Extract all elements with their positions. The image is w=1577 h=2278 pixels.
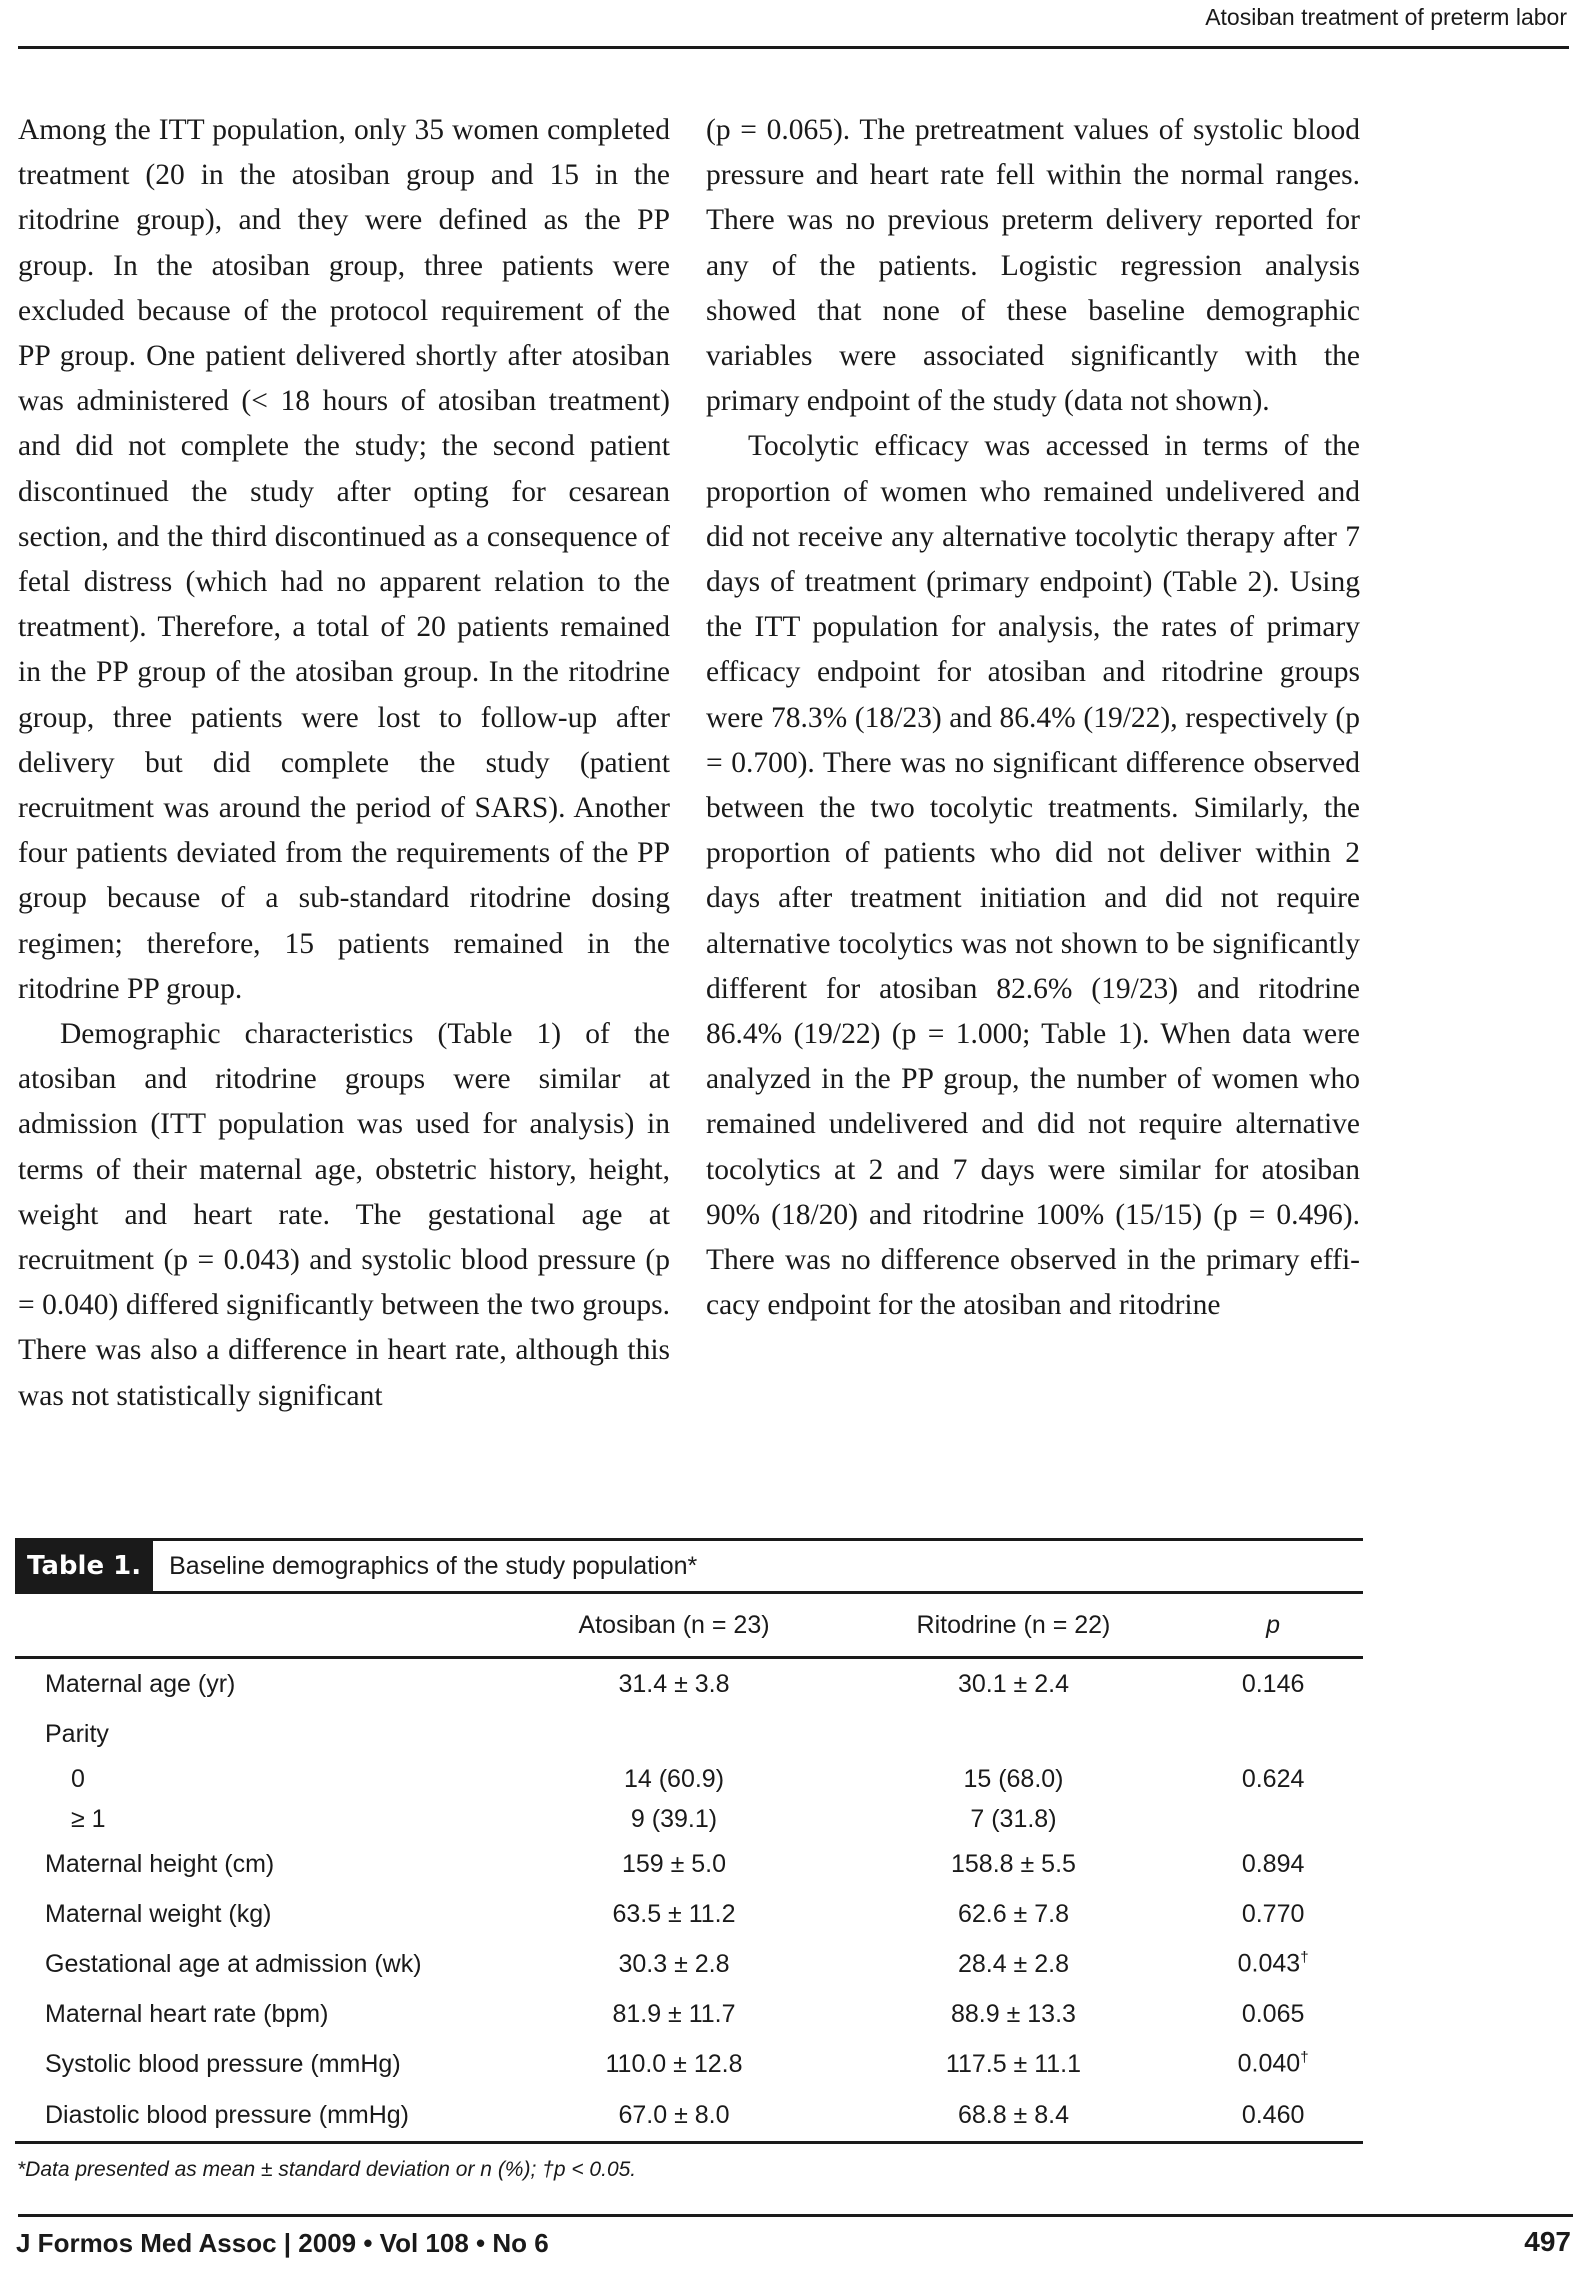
table-row bbox=[15, 1799, 1363, 1839]
atosiban-value: 30.3 ± 2.8 bbox=[618, 1949, 730, 1978]
table-header-row bbox=[15, 1594, 1363, 1658]
table-row bbox=[15, 1839, 1363, 1889]
header-rule bbox=[18, 46, 1569, 49]
table-title: Baseline demographics of the study population* bbox=[169, 1551, 698, 1580]
table-row bbox=[15, 1889, 1363, 1939]
ritodrine-value: 158.8 ± 5.5 bbox=[951, 1849, 1076, 1878]
ritodrine-value: 30.1 ± 2.4 bbox=[957, 1669, 1069, 1698]
p-value: 0.770 bbox=[1241, 1899, 1305, 1928]
demographics-table bbox=[15, 1594, 1363, 2144]
row-label: Maternal heart rate (bpm) bbox=[45, 1999, 329, 2028]
p-value: 0.460 bbox=[1241, 2100, 1305, 2129]
paragraph: (p = 0.065). The pretreatment values of systolic blood pressure and heart rate fell within the normal ranges. There was no previous preterm delivery reported for any of the patients. Logistic regression analysis showed that none of these baseline demographic variables were associated significantly with the primary endpoint of the study (data not shown). bbox=[706, 114, 1360, 418]
row-label: Systolic blood pressure (mmHg) bbox=[45, 2049, 401, 2078]
row-label: Gestational age at admission (wk) bbox=[45, 1949, 422, 1978]
row-label: 0 bbox=[71, 1764, 85, 1793]
atosiban-value: 159 ± 5.0 bbox=[621, 1849, 727, 1878]
left-column bbox=[18, 108, 670, 1419]
ritodrine-value: 68.8 ± 8.4 bbox=[957, 2100, 1069, 2129]
p-value: 0.624 bbox=[1241, 1764, 1305, 1793]
column-header bbox=[15, 1594, 504, 1658]
p-value: 0.040 bbox=[1237, 2049, 1301, 2078]
right-column bbox=[706, 108, 1360, 1328]
paragraph: Tocolytic efficacy was accessed in terms of the proportion of women who remained undelivered and did not receive any alternative tocolytic therapy after 7 days of treatment (primary endpoint) (Table 2). Using the ITT population for analysis, the rates of primary efficacy endpoint for atosiban and ritodrine groups were 78.3% (18/23) and 86.4% (19/22), respectively (p = 0.700). There was no significant difference observed between the two tocolytic treatments. Similarly, the proportion of patients who did not deliver within 2 days after treatment initiation and did not require alternative tocolytics was not shown to be significantly different for atosiban 82.6% (19/23) and ritodrine 86.4% (19/22) (p = 1.000; Table 1). When data were analyzed in the PP group, the number of women who remained undelivered and did not require alternative tocolytics at 2 and 7 days were similar for atosiban 90% (18/20) and ritodrine 100% (15/15) (p = 0.496). There was no difference observed in the primary efficacy endpoint for the atosiban and ritodrine bbox=[706, 430, 1360, 1322]
table-row bbox=[15, 1989, 1363, 2039]
table-caption bbox=[15, 1541, 1363, 1594]
footer-rule bbox=[18, 2214, 1573, 2217]
table-footnote: *Data presented as mean ± standard deviation or n (%); †p < 0.05. bbox=[17, 2158, 637, 2181]
ritodrine-value: 7 (31.8) bbox=[970, 1804, 1057, 1833]
column-header-p: p bbox=[1183, 1594, 1363, 1658]
table-1 bbox=[15, 1538, 1363, 2182]
row-label: Maternal age (yr) bbox=[45, 1669, 236, 1698]
paragraph: Demographic characteristics (Table 1) of the atosiban and ritodrine groups were similar at admission (ITT population was used for analysis) in terms of their maternal age, obstetric history, height, weight and heart rate. The gestational age at recruitment (p = 0.043) and systolic blood pressure (p = 0.040) differed significantly between the two groups. There was also a difference in heart rate, although this was not statistically significant bbox=[18, 1018, 670, 1412]
atosiban-value: 14 (60.9) bbox=[623, 1764, 725, 1793]
ritodrine-value: 62.6 ± 7.8 bbox=[957, 1899, 1069, 1928]
table-row bbox=[15, 2089, 1363, 2143]
column-header-ritodrine: Ritodrine (n = 22) bbox=[844, 1594, 1183, 1658]
row-label: ≥ 1 bbox=[71, 1804, 106, 1833]
table-row bbox=[15, 2039, 1363, 2089]
table-row bbox=[15, 1658, 1363, 1710]
atosiban-value: 9 (39.1) bbox=[630, 1804, 718, 1833]
ritodrine-value: 15 (68.0) bbox=[963, 1764, 1064, 1793]
journal-citation: J Formos Med Assoc | 2009 • Vol 108 • No 6 bbox=[16, 2228, 549, 2258]
table-row bbox=[15, 1709, 1363, 1759]
p-value: 0.065 bbox=[1241, 1999, 1305, 2028]
atosiban-value: 63.5 ± 11.2 bbox=[612, 1899, 736, 1928]
significance-marker: † bbox=[1300, 2049, 1309, 2067]
paragraph: Among the ITT population, only 35 women completed treatment (20 in the atosiban group and 15 in the ritodrine group), and they were defined as the PP group. In the atosiban group, three patients were excluded because of the protocol requirement of the PP group. One patient delivered shortly after atosiban was administered (< 18 hours of atosiban treatment) and did not complete the study; the second patient discontinued the study after opting for cesarean section, and the third discontinued as a consequence of fetal distress (which had no apparent relation to the treatment). Therefore, a total of 20 patients remained in the PP group of the atosiban group. In the ritodrine group, three patients were lost to follow-up after delivery but did complete the study (patient recruitment was around the period of SARS). Another four patients deviated from the requirements of the PP group because of a sub-standard ritodrine dosing regimen; therefore, 15 patients remained in the ritodrine PP group. bbox=[18, 114, 670, 1005]
ritodrine-value: 88.9 ± 13.3 bbox=[951, 1999, 1076, 2028]
atosiban-value: 110.0 ± 12.8 bbox=[605, 2049, 743, 2078]
running-title: Atosiban treatment of preterm labor bbox=[1205, 4, 1567, 30]
atosiban-value: 31.4 ± 3.8 bbox=[618, 1669, 730, 1698]
page-number: 497 bbox=[1524, 2226, 1571, 2257]
column-header-atosiban: Atosiban (n = 23) bbox=[504, 1594, 843, 1658]
row-label: Diastolic blood pressure (mmHg) bbox=[45, 2100, 410, 2129]
table-row bbox=[15, 1759, 1363, 1799]
table-row bbox=[15, 1939, 1363, 1989]
ritodrine-value: 117.5 ± 11.1 bbox=[945, 2049, 1082, 2078]
p-value: 0.894 bbox=[1241, 1849, 1305, 1878]
ritodrine-value: 28.4 ± 2.8 bbox=[957, 1949, 1069, 1978]
row-label: Maternal height (cm) bbox=[45, 1849, 275, 1878]
atosiban-value: 67.0 ± 8.0 bbox=[618, 2100, 730, 2129]
table-label: Table 1. bbox=[15, 1541, 153, 1591]
row-label: Maternal weight (kg) bbox=[45, 1899, 272, 1928]
p-value: 0.043 bbox=[1237, 1949, 1301, 1978]
p-value: 0.146 bbox=[1241, 1669, 1305, 1698]
atosiban-value: 81.9 ± 11.7 bbox=[612, 1999, 736, 2028]
significance-marker: † bbox=[1300, 1949, 1309, 1967]
row-label: Parity bbox=[45, 1719, 109, 1748]
